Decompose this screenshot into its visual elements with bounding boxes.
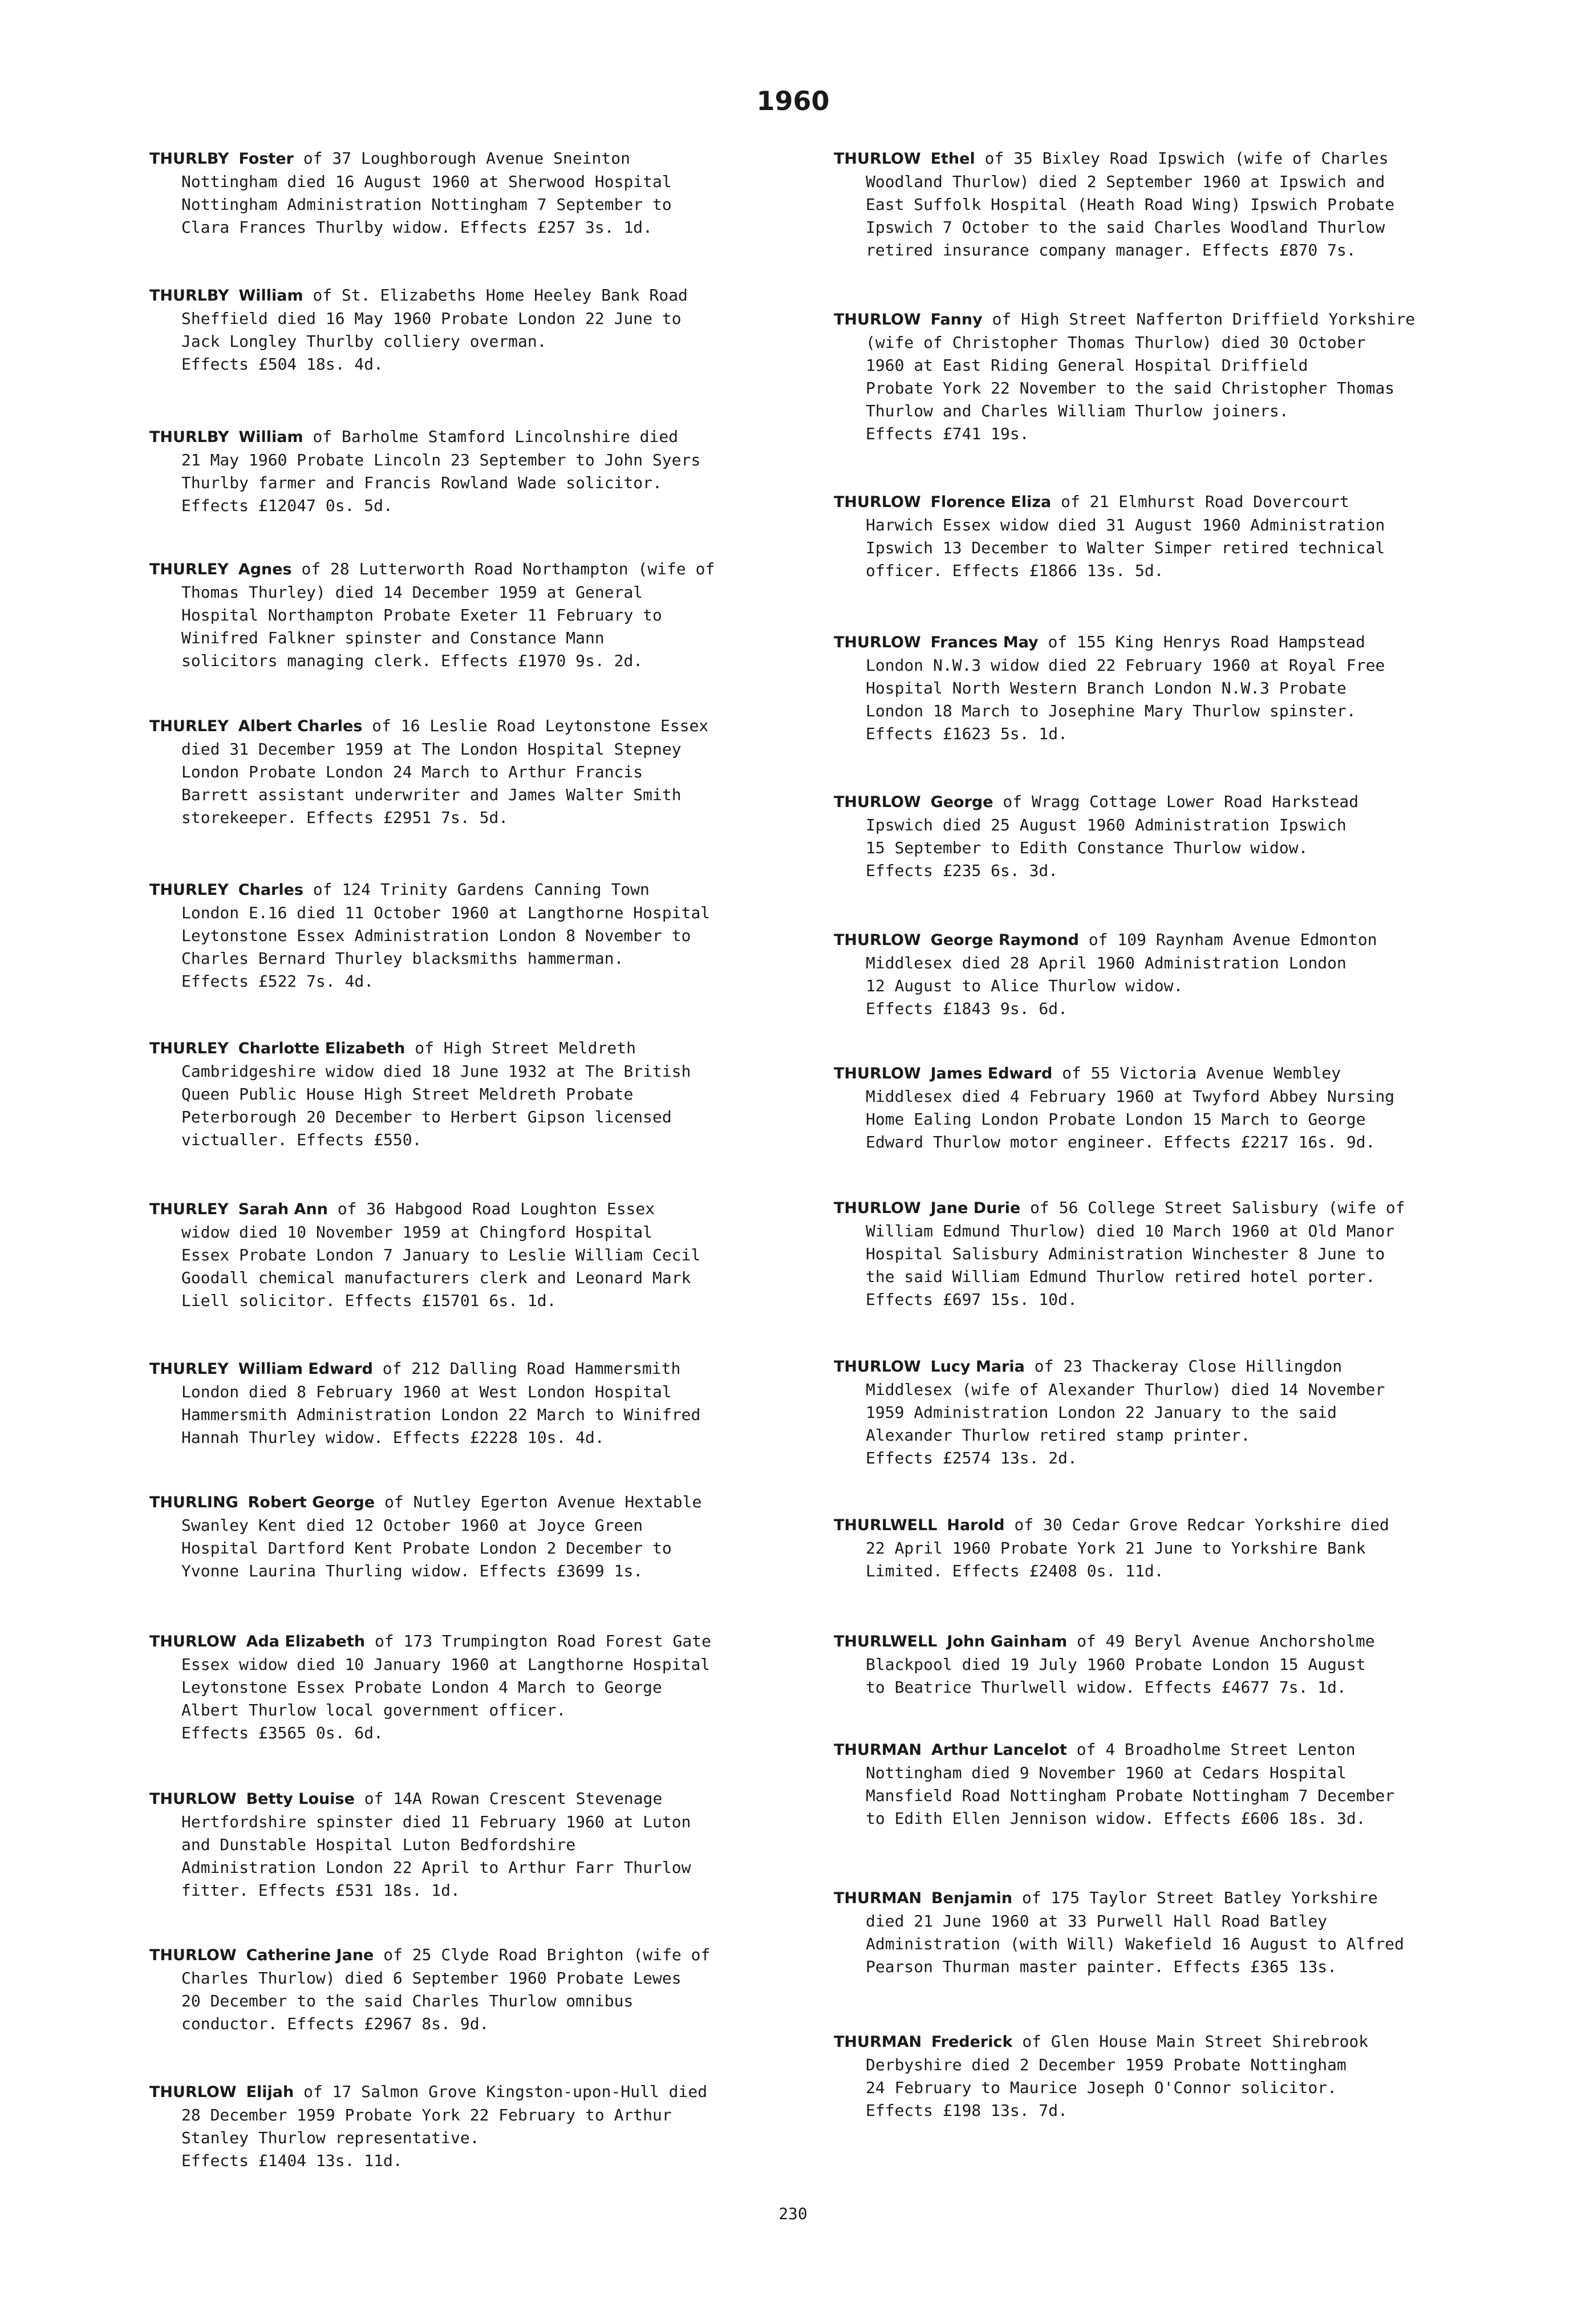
entry-surname: THURLOW — [834, 793, 921, 811]
entry-surname: THURLEY — [149, 881, 229, 899]
entry-line: Nottingham Administration Nottingham 7 September to — [181, 195, 672, 214]
entry-line: Hannah Thurley widow. Effects £2228 10s. 4d. — [181, 1428, 605, 1447]
entry-surname: THURLEY — [149, 1360, 229, 1378]
entry-first-line — [834, 928, 1507, 952]
entry-line: 15 September to Edith Constance Thurlow widow. — [866, 838, 1308, 857]
entry-text: of 175 Taylor Street Batley Yorkshire — [1022, 1888, 1378, 1907]
probate-entry — [834, 1630, 1507, 1699]
entry-line: officer. Effects £1866 13s. 5d. — [866, 561, 1164, 580]
entry-line: Derbyshire died 2 December 1959 Probate Nottingham — [866, 2055, 1346, 2074]
entry-first-line — [149, 1198, 817, 1221]
probate-entry — [149, 1944, 817, 2035]
entry-first-line — [834, 147, 1507, 171]
entry-line: Effects £1843 9s. 6d. — [866, 999, 1068, 1018]
entry-line: London E.16 died 11 October 1960 at Langthorne Hospital — [181, 903, 711, 922]
entry-line: to Edith Ellen Jennison widow. Effects £606 18s. 3d. — [866, 1809, 1366, 1828]
entry-line: Thomas Thurley) died 14 December 1959 at General — [181, 583, 643, 602]
probate-entry — [834, 1062, 1507, 1154]
entry-line: Nottingham died 9 November 1960 at Cedars Hospital — [866, 1763, 1346, 1782]
entry-text: of 23 Thackeray Close Hillingdon — [1034, 1357, 1342, 1376]
entry-surname: THURLBY — [149, 287, 229, 305]
entry-line: Effects £1404 13s. 11d. — [181, 2151, 403, 2170]
entry-line: Charles Thurlow) died 6 September 1960 Probate Lewes — [181, 1969, 682, 1988]
entry-text: of 56 College Street Salisbury (wife of — [1030, 1198, 1405, 1217]
entry-forenames: Frederick — [931, 2033, 1013, 2051]
entry-line: Effects £697 15s. 10d. — [866, 1290, 1077, 1309]
entry-line: Ipswich 7 October to the said Charles Woodland Thurlow — [866, 218, 1385, 237]
probate-entry — [834, 2030, 1507, 2122]
entry-surname: THURLOW — [834, 150, 921, 168]
entry-surname: THURLING — [149, 1494, 238, 1511]
entry-line: Albert Thurlow local government officer. — [181, 1701, 566, 1719]
entry-first-line — [149, 284, 817, 307]
entry-surname: THURLBY — [149, 150, 229, 168]
entry-line: Ipswich died 25 August 1960 Administration Ipswich — [866, 816, 1346, 834]
entry-forenames: Agnes — [238, 561, 292, 578]
entry-line: Liell solicitor. Effects £15701 6s. 1d. — [181, 1291, 557, 1310]
probate-entry — [149, 2080, 817, 2172]
page-heading: 1960 — [756, 86, 830, 116]
entry-line: died 21 June 1960 at 33 Purwell Hall Road Batley — [866, 1912, 1328, 1930]
entry-line: 24 February to Maurice Joseph O'Connor solicitor. — [866, 2078, 1337, 2097]
entry-line: Mansfield Road Nottingham Probate Nottingham 7 December — [866, 1786, 1395, 1805]
probate-entry — [149, 147, 817, 239]
entry-forenames: Arthur Lancelot — [931, 1741, 1067, 1759]
entry-surname: THURLEY — [149, 561, 229, 578]
entry-text: of 49 Beryl Avenue Anchorsholme — [1077, 1632, 1375, 1650]
entry-first-line — [149, 1037, 817, 1060]
probate-entry — [834, 1514, 1507, 1583]
entry-line: Hospital Dartford Kent Probate London 2 December to — [181, 1539, 672, 1558]
entry-line: Effects £3565 0s. 6d. — [181, 1723, 384, 1742]
entry-surname: THURLOW — [149, 1946, 237, 1964]
entry-first-line — [834, 1514, 1507, 1537]
probate-entry — [149, 1037, 817, 1151]
entry-first-line — [834, 308, 1507, 331]
entry-line: Hospital Salisbury Administration Winchester 8 June to — [866, 1244, 1385, 1263]
entry-first-line — [834, 1197, 1507, 1220]
entry-forenames: Lucy Maria — [930, 1358, 1025, 1376]
probate-entry — [834, 147, 1507, 262]
entry-first-line — [834, 790, 1507, 814]
entry-line: William Edmund Thurlow) died 10 March 1960 at Old Manor — [866, 1222, 1395, 1240]
entry-line: Ipswich 13 December to Walter Simper retired technical — [866, 538, 1385, 557]
entry-line: solicitors managing clerk. Effects £1970 9s. 2d. — [181, 651, 643, 670]
entry-forenames: Fanny — [930, 311, 983, 328]
entry-line: Limited. Effects £2408 0s. 11d. — [866, 1561, 1164, 1580]
entry-text: of 28 Lutterworth Road Northampton (wife of — [301, 559, 715, 578]
probate-entry — [149, 558, 817, 672]
entry-line: Effects £522 7s. 4d. — [181, 972, 374, 991]
entry-surname: THURLOW — [834, 493, 921, 511]
entry-line: Middlesex died 4 February 1960 at Twyford Abbey Nursing — [866, 1087, 1395, 1106]
entry-surname: THURMAN — [834, 1889, 922, 1907]
entry-first-line — [149, 1491, 817, 1514]
entry-text: of 30 Cedar Grove Redcar Yorkshire died — [1014, 1515, 1389, 1534]
entry-line: Peterborough 20 December to Herbert Gipson licensed — [181, 1108, 672, 1126]
entry-line: Thurlow and Charles William Thurlow joiners. — [866, 401, 1289, 420]
entry-surname: THURLOW — [834, 1358, 921, 1376]
entry-line: Effects £2574 13s. 2d. — [866, 1449, 1077, 1467]
entry-line: to Beatrice Thurlwell widow. Effects £4677 7s. 1d. — [866, 1678, 1346, 1697]
entry-surname: THURLOW — [149, 1633, 237, 1650]
entry-text: of 4 Broadholme Street Lenton — [1076, 1740, 1356, 1759]
entry-line: Effects £198 13s. 7d. — [866, 2101, 1068, 2120]
entry-line: Leytonstone Essex Probate London 4 March to George — [181, 1678, 662, 1697]
probate-entry — [149, 284, 817, 376]
entry-text: of 25 Clyde Road Brighton (wife of — [383, 1945, 711, 1964]
entry-surname: THURLOW — [834, 1199, 921, 1217]
entry-first-line — [149, 2080, 817, 2104]
entry-forenames: George Raymond — [930, 931, 1079, 949]
entry-first-line — [834, 490, 1507, 514]
entry-forenames: Robert George — [248, 1494, 375, 1511]
probate-entry — [149, 878, 817, 993]
entry-line: London died 8 February 1960 at West London Hospital — [181, 1382, 672, 1401]
entry-line: and Dunstable Hospital Luton Bedfordshire — [181, 1835, 576, 1854]
entry-text: of Wragg Cottage Lower Road Harkstead — [1003, 792, 1359, 811]
entry-forenames: Harold — [947, 1516, 1005, 1534]
entry-surname: THURLOW — [834, 311, 921, 328]
entry-line: Essex Probate London 7 January to Leslie William Cecil — [181, 1246, 701, 1264]
entry-line: 1959 Administration London 22 January to the said — [866, 1403, 1337, 1422]
entry-line: Goodall chemical manufacturers clerk and Leonard Mark — [181, 1268, 691, 1287]
entry-line: 20 December to the said Charles Thurlow omnibus — [181, 1992, 634, 2010]
page-number: 230 — [778, 2204, 808, 2223]
entry-text: of 35 Bixley Road Ipswich (wife of Charles — [984, 149, 1389, 168]
entry-line: Middlesex died 28 April 1960 Administration London — [866, 954, 1346, 972]
entry-line: Cambridgeshire widow died 18 June 1932 at The British — [181, 1062, 691, 1081]
entry-line: Administration (with Will) Wakefield 16 August to Alfred — [866, 1934, 1405, 1953]
entry-first-line — [149, 1630, 817, 1653]
probate-entry — [834, 1197, 1507, 1311]
entry-line: Effects £12047 0s. 5d. — [181, 496, 393, 515]
entry-text: of 173 Trumpington Road Forest Gate — [374, 1632, 711, 1650]
entry-first-line — [834, 2030, 1507, 2054]
entry-forenames: William Edward — [238, 1360, 373, 1378]
entry-line: storekeeper. Effects £2951 7s. 5d. — [181, 808, 509, 827]
entry-surname: THURLEY — [149, 1040, 229, 1057]
entry-surname: THURLWELL — [834, 1516, 938, 1534]
entry-forenames: Benjamin — [931, 1889, 1013, 1907]
entry-text: of 36 Habgood Road Loughton Essex — [337, 1199, 655, 1218]
entry-line: Clara Frances Thurlby widow. Effects £257 3s. 1d. — [181, 218, 653, 237]
entry-line: victualler. Effects £550. — [181, 1130, 422, 1149]
entry-line: London 18 March to Josephine Mary Thurlow spinster. — [866, 701, 1356, 720]
entry-line: Swanley Kent died 12 October 1960 at Joyce Green — [181, 1516, 643, 1535]
probate-entry — [834, 928, 1507, 1020]
entry-first-line — [149, 715, 817, 738]
entry-line: Charles Bernard Thurley blacksmiths hammerman. — [181, 949, 624, 968]
probate-entry — [834, 490, 1507, 582]
entry-forenames: Albert Charles — [238, 717, 363, 735]
entry-line: Effects £1623 5s. 1d. — [866, 724, 1068, 743]
entry-line: East Suffolk Hospital (Heath Road Wing) Ipswich Probate — [866, 195, 1395, 214]
probate-entry — [834, 308, 1507, 445]
entry-line: Sheffield died 16 May 1960 Probate London 22 June to — [181, 309, 682, 328]
entry-first-line — [834, 631, 1507, 654]
entry-line: Probate York 22 November to the said Christopher Thomas — [866, 379, 1395, 398]
entry-first-line — [834, 1062, 1507, 1085]
entry-line: Alexander Thurlow retired stamp printer. — [866, 1426, 1251, 1445]
entry-forenames: Frances May — [930, 634, 1039, 651]
entry-surname: THURLEY — [149, 1200, 229, 1218]
entry-surname: THURMAN — [834, 2033, 922, 2051]
entry-line: London Probate London 24 March to Arthur Francis — [181, 763, 643, 781]
probate-entry — [149, 1357, 817, 1449]
entry-line: Jack Longley Thurlby colliery overman. — [181, 332, 547, 351]
entry-line: 22 April 1960 Probate York 21 June to Yorkshire Bank — [866, 1539, 1366, 1558]
entry-surname: THURLOW — [834, 634, 921, 651]
entry-surname: THURLEY — [149, 717, 229, 735]
entry-forenames: Florence Eliza — [930, 493, 1052, 511]
entry-line: Barrett assistant underwriter and James Walter Smith — [181, 785, 682, 804]
probate-entry — [149, 1198, 817, 1312]
entry-forenames: Elijah — [246, 2083, 294, 2101]
entry-line: Nottingham died 16 August 1960 at Sherwood Hospital — [181, 172, 672, 191]
entry-text: of 37 Loughborough Avenue Sneinton — [303, 149, 630, 168]
entry-line: fitter. Effects £531 18s. 1d. — [181, 1881, 460, 1900]
entry-line: Effects £741 19s. — [866, 424, 1029, 443]
entry-text: of 212 Dalling Road Hammersmith — [382, 1359, 681, 1378]
entry-line: Leytonstone Essex Administration London 8 November to — [181, 926, 691, 945]
entry-line: Winifred Falkner spinster and Constance Mann — [181, 628, 605, 647]
probate-entry — [149, 1491, 817, 1583]
entry-first-line — [149, 425, 817, 449]
entry-forenames: William — [238, 428, 303, 446]
entry-text: of 21 Elmhurst Road Dovercourt — [1061, 492, 1349, 511]
entry-line: Pearson Thurman master painter. Effects £365 13s. — [866, 1957, 1337, 1976]
entry-line: Hospital Northampton Probate Exeter 11 February to — [181, 606, 662, 624]
entry-forenames: Ada Elizabeth — [246, 1633, 366, 1650]
entry-first-line — [834, 1630, 1507, 1653]
entry-text: of 155 King Henrys Road Hampstead — [1048, 632, 1365, 651]
entry-line: Woodland Thurlow) died 2 September 1960 at Ipswich and — [866, 172, 1385, 191]
probate-entry — [834, 1887, 1507, 1978]
entry-text: of 109 Raynham Avenue Edmonton — [1088, 930, 1377, 949]
entry-forenames: James Edward — [930, 1065, 1053, 1082]
entry-surname: THURLBY — [149, 428, 229, 446]
entry-text: of High Street Nafferton Driffield Yorkshire — [992, 310, 1415, 328]
entry-line: widow died 10 November 1959 at Chingford Hospital — [181, 1223, 653, 1242]
entry-forenames: William — [238, 287, 303, 305]
entry-forenames: Jane Durie — [930, 1199, 1021, 1217]
entry-line: Middlesex (wife of Alexander Thurlow) died 14 November — [866, 1380, 1385, 1399]
entry-text: of 124 Trinity Gardens Canning Town — [313, 880, 650, 899]
entry-forenames: Sarah Ann — [238, 1200, 328, 1218]
probate-entry — [149, 1787, 817, 1902]
entry-text: of St. Elizabeths Home Heeley Bank Road — [313, 286, 688, 305]
entry-line: retired insurance company manager. Effects £870 7s. — [866, 241, 1356, 259]
entry-line: died 31 December 1959 at The London Hospital Stepney — [181, 740, 682, 759]
probate-entry — [149, 425, 817, 517]
entry-forenames: Charles — [238, 881, 304, 899]
entry-surname: THURMAN — [834, 1741, 922, 1759]
entry-forenames: Charlotte Elizabeth — [238, 1040, 405, 1057]
entry-line: 12 August to Alice Thurlow widow. — [866, 976, 1183, 995]
entry-text: of 17 Salmon Grove Kingston-upon-Hull died — [303, 2082, 708, 2101]
entry-line: Effects £504 18s. 4d. — [181, 355, 384, 374]
entry-forenames: Foster — [238, 150, 294, 168]
entry-forenames: John Gainham — [947, 1633, 1068, 1650]
probate-entry — [834, 790, 1507, 882]
entry-surname: THURLOW — [149, 2083, 237, 2101]
entry-first-line — [834, 1887, 1507, 1910]
entry-line: Yvonne Laurina Thurling widow. Effects £3699 1s. — [181, 1561, 643, 1580]
entry-line: 21 May 1960 Probate Lincoln 23 September to John Syers — [181, 451, 701, 469]
entry-text: of Nutley Egerton Avenue Hextable — [384, 1492, 702, 1511]
entry-text: of 14A Rowan Crescent Stevenage — [364, 1789, 663, 1808]
entry-text: of Glen House Main Street Shirebrook — [1022, 2032, 1369, 2051]
probate-entry — [149, 1630, 817, 1745]
entry-first-line — [149, 1357, 817, 1381]
probate-entry — [834, 1738, 1507, 1830]
entry-line: 1960 at East Riding General Hospital Driffield — [866, 356, 1308, 375]
entry-line: Administration London 22 April to Arthur Farr Thurlow — [181, 1858, 691, 1877]
entry-first-line — [149, 878, 817, 902]
entry-line: Queen Public House High Street Meldreth Probate — [181, 1085, 634, 1104]
entry-line: Hammersmith Administration London 22 March to Winifred — [181, 1405, 701, 1424]
entry-surname: THURLOW — [834, 931, 921, 949]
entry-first-line — [149, 558, 817, 581]
entry-line: Essex widow died 10 January 1960 at Langthorne Hospital — [181, 1655, 711, 1674]
entry-first-line — [149, 147, 817, 171]
entry-surname: THURLWELL — [834, 1633, 938, 1650]
entry-forenames: Ethel — [930, 150, 975, 168]
entry-line: Hospital North Western Branch London N.W.3 Probate — [866, 679, 1346, 697]
entry-line: Effects £235 6s. 3d. — [866, 861, 1058, 880]
entry-first-line — [149, 1944, 817, 1967]
entry-line: Blackpool died 19 July 1960 Probate London 15 August — [866, 1655, 1366, 1674]
entry-forenames: Catherine Jane — [246, 1946, 374, 1964]
probate-entry — [834, 631, 1507, 745]
entry-text: of 55 Victoria Avenue Wembley — [1062, 1064, 1341, 1082]
entry-line: London N.W.3 widow died 22 February 1960 at Royal Free — [866, 656, 1385, 675]
entry-line: conductor. Effects £2967 8s. 9d. — [181, 2014, 489, 2033]
entry-line: Harwich Essex widow died 31 August 1960 Administration — [866, 516, 1385, 534]
entry-line: Edward Thurlow motor engineer. Effects £2217 16s. 9d. — [866, 1133, 1376, 1151]
entry-first-line — [149, 1787, 817, 1811]
probate-entry — [149, 715, 817, 829]
probate-entry — [834, 1355, 1507, 1470]
entry-forenames: George — [930, 793, 993, 811]
entry-line: Hertfordshire spinster died 11 February 1960 at Luton — [181, 1812, 691, 1831]
entry-text: of High Street Meldreth — [415, 1039, 636, 1057]
entry-text: of 16 Leslie Road Leytonstone Essex — [372, 716, 709, 735]
entry-line: 28 December 1959 Probate York 22 February to Arthur — [181, 2106, 672, 2124]
entry-first-line — [834, 1355, 1507, 1378]
entry-surname: THURLOW — [149, 1790, 237, 1808]
entry-surname: THURLOW — [834, 1065, 921, 1082]
entry-text: of Barholme Stamford Lincolnshire died — [313, 427, 679, 446]
entry-line: the said William Edmund Thurlow retired hotel porter. — [866, 1267, 1376, 1286]
entry-line: Stanley Thurlow representative. — [181, 2128, 480, 2147]
entry-forenames: Betty Louise — [246, 1790, 355, 1808]
entry-line: (wife of Christopher Thomas Thurlow) died 30 October — [866, 333, 1366, 352]
entry-first-line — [834, 1738, 1507, 1762]
entry-line: Thurlby farmer and Francis Rowland Wade solicitor. — [181, 473, 662, 492]
entry-line: Home Ealing London Probate London 15 March to George — [866, 1110, 1366, 1129]
